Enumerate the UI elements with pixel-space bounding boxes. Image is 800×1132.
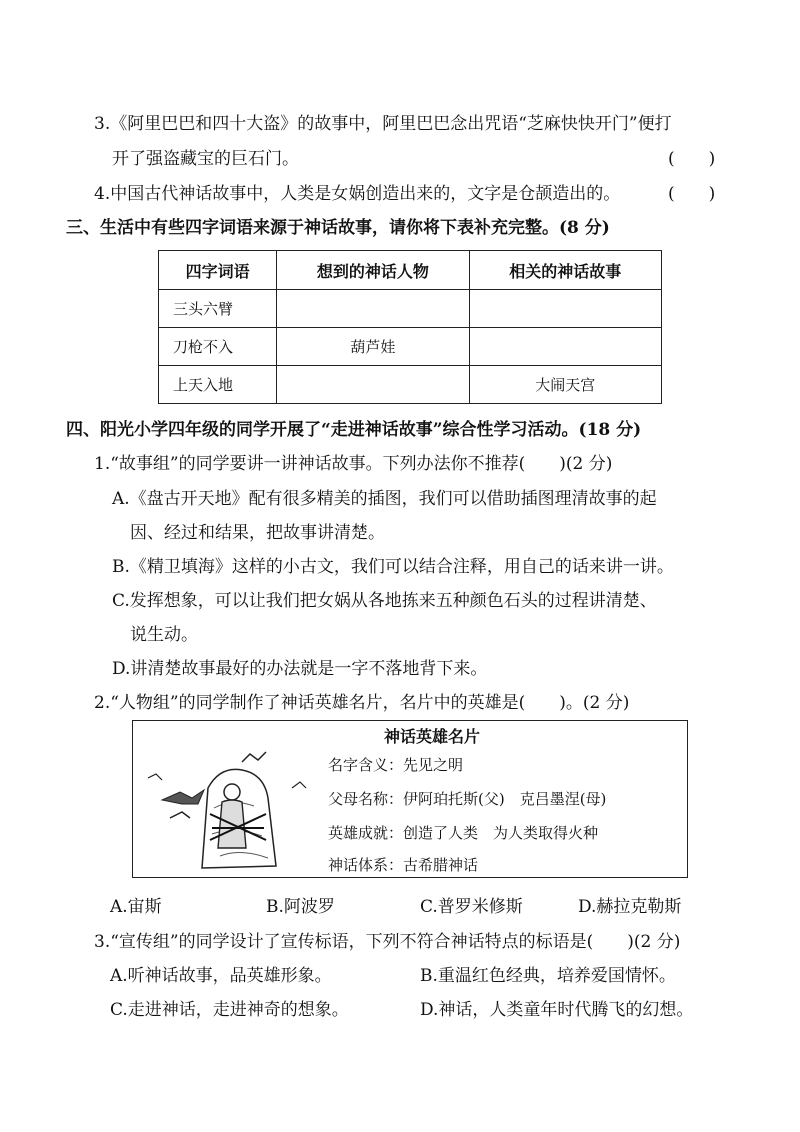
table-cell-idiom: 刀枪不入 (159, 328, 277, 366)
question-4-1: 1.“故事组”的同学要讲一讲神话故事。下列办法你不推荐( )(2 分) (94, 454, 613, 474)
table-header-cell: 想到的神话人物 (277, 251, 469, 290)
table-cell-idiom: 上天入地 (159, 366, 277, 404)
option-4-3-b[interactable]: B.重温红色经典，培养爱国情怀。 (420, 966, 676, 986)
question-4-3: 3.“宣传组”的同学设计了宣传标语，下列不符合神话特点的标语是( )(2 分) (94, 932, 681, 952)
option-4-1-b[interactable]: B.《精卫填海》这样的小古文，我们可以结合注释，用自己的话来讲一讲。 (112, 557, 674, 577)
table-header-row (159, 251, 662, 290)
table-header-cell: 相关的神话故事 (469, 251, 661, 290)
answer-paren-2-4[interactable]: ( ) (668, 184, 716, 204)
hero-card-system: 神话体系：古希腊神话 (328, 856, 479, 874)
table-cell-character: 葫芦娃 (277, 328, 469, 366)
table-row (159, 328, 662, 366)
option-4-2-c[interactable]: C.普罗米修斯 (420, 897, 523, 917)
hero-card-name-meaning: 名字含义：先见之明 (328, 756, 464, 774)
option-4-3-d[interactable]: D.神话，人类童年时代腾飞的幻想。 (420, 1000, 694, 1020)
option-4-3-a[interactable]: A.听神话故事，品英雄形象。 (110, 966, 332, 986)
option-4-1-a-line1[interactable]: A.《盘古开天地》配有很多精美的插图，我们可以借助插图理清故事的起 (112, 489, 657, 509)
option-4-2-a[interactable]: A.宙斯 (110, 897, 162, 917)
idiom-table (158, 250, 662, 404)
hero-card-achievements: 英雄成就：创造了人类 为人类取得火种 (328, 824, 599, 842)
option-4-1-c-line1[interactable]: C.发挥想象，可以让我们把女娲从各地拣来五种颜色石头的过程讲清楚、 (112, 591, 657, 611)
section-3-heading: 三、生活中有些四字词语来源于神话故事，请你将下表补充完整。(8 分) (66, 218, 610, 238)
table-cell-story: 大闹天宫 (469, 366, 661, 404)
hero-card-title: 神话英雄名片 (384, 727, 481, 746)
table-header-cell: 四字词语 (159, 251, 277, 290)
option-4-3-c[interactable]: C.走进神话，走进神奇的想象。 (110, 1000, 349, 1020)
prometheus-illustration (142, 748, 312, 874)
table-row (159, 290, 662, 328)
hero-card-parents: 父母名称：伊阿珀托斯(父) 克吕墨涅(母) (328, 790, 607, 808)
option-4-1-a-line2: 因、经过和结果，把故事讲清楚。 (130, 523, 385, 543)
question-4-2: 2.“人物组”的同学制作了神话英雄名片，名片中的英雄是( )。(2 分) (94, 693, 630, 713)
question-2-4: 4.中国古代神话故事中，人类是女娲创造出来的，文字是仓颉造出的。 (94, 184, 621, 204)
table-cell-story[interactable] (469, 328, 661, 366)
table-cell-character[interactable] (277, 290, 469, 328)
table-cell-character[interactable] (277, 366, 469, 404)
option-4-2-d[interactable]: D.赫拉克勒斯 (578, 897, 682, 917)
table-cell-idiom: 三头六臂 (159, 290, 277, 328)
question-2-3-line2: 开了强盗藏宝的巨石门。 (112, 149, 299, 169)
option-4-1-d[interactable]: D.讲清楚故事最好的办法就是一字不落地背下来。 (112, 659, 488, 679)
option-4-2-b[interactable]: B.阿波罗 (266, 897, 335, 917)
question-2-3-line1: 3.《阿里巴巴和四十大盗》的故事中，阿里巴巴念出咒语“芝麻快快开门”便打 (94, 114, 672, 134)
table-row (159, 366, 662, 404)
option-4-1-c-line2: 说生动。 (130, 625, 198, 645)
answer-paren-2-3[interactable]: ( ) (668, 149, 716, 169)
table-cell-story[interactable] (469, 290, 661, 328)
section-4-heading: 四、阳光小学四年级的同学开展了“走进神话故事”综合性学习活动。(18 分) (66, 420, 642, 440)
